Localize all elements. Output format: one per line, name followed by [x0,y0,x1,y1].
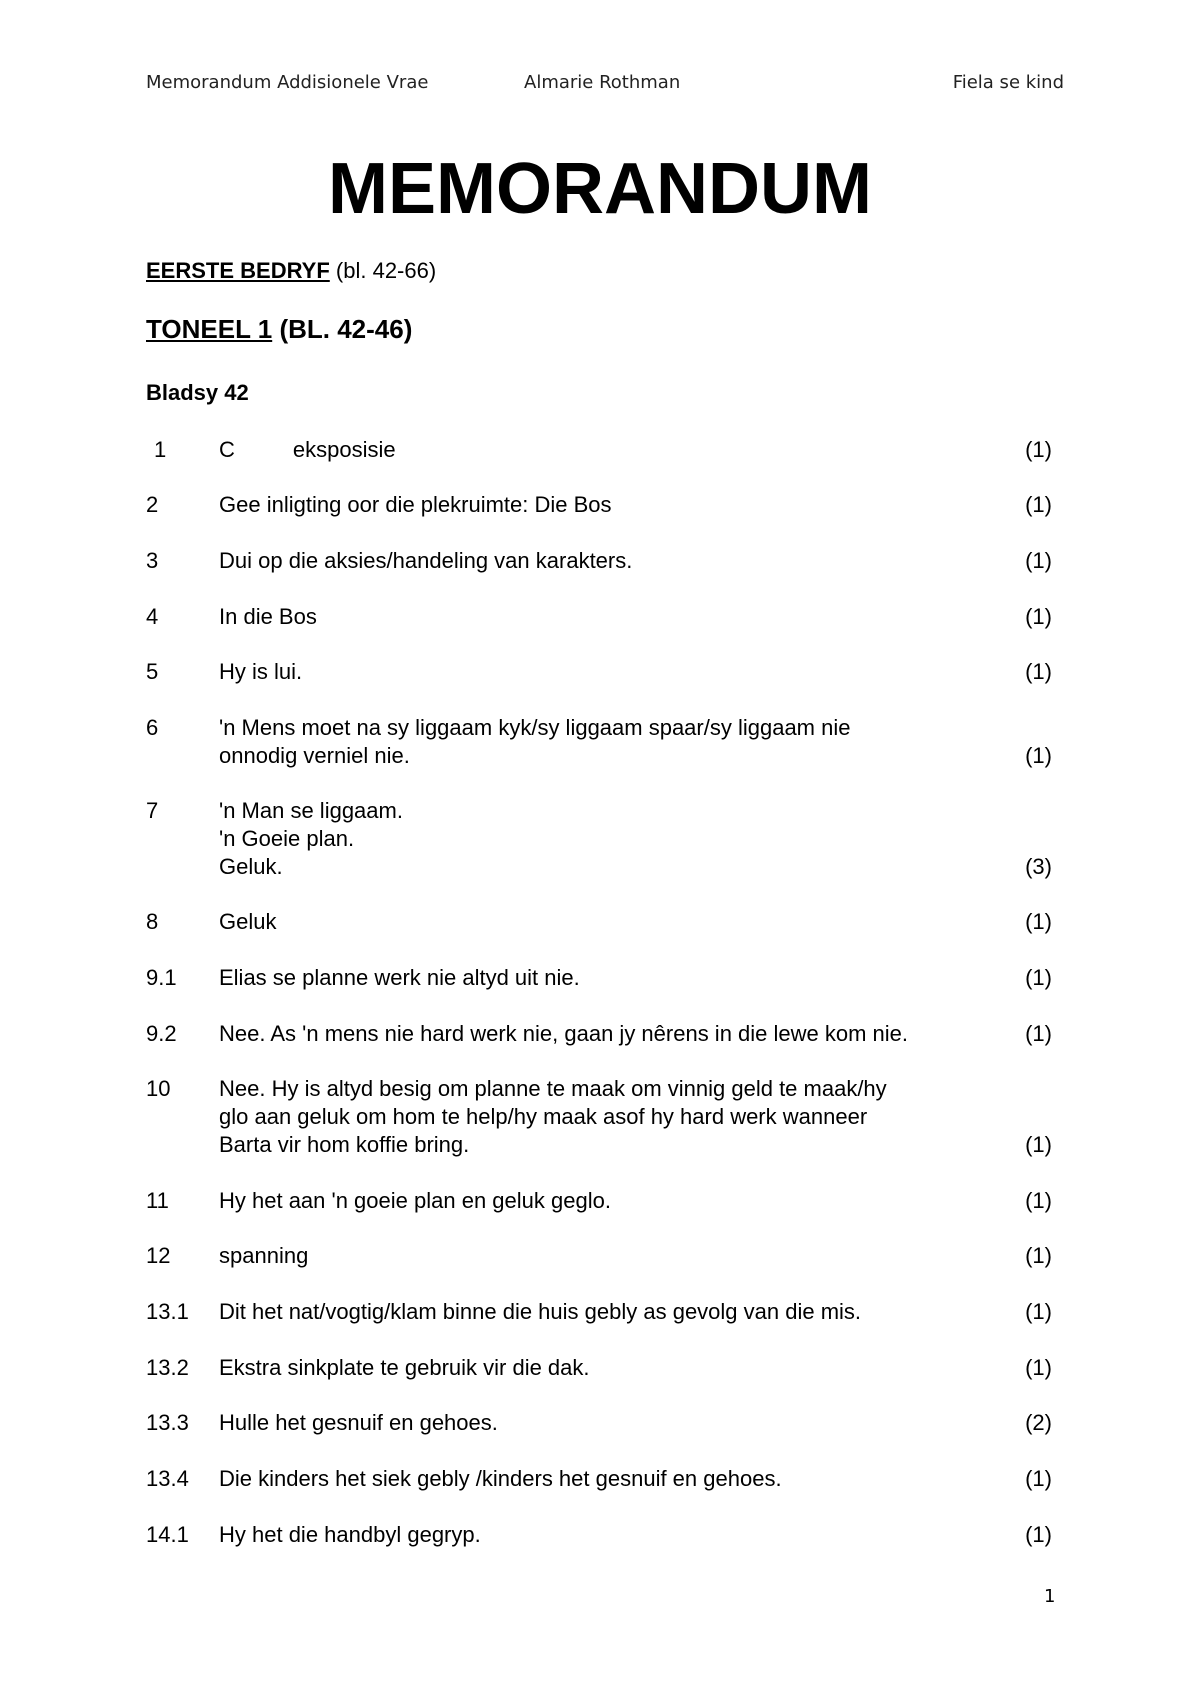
answer-text [219,797,989,881]
act-label: EERSTE BEDRYF [146,258,330,283]
question-number: 14.1 [146,1522,189,1547]
question-number: 6 [146,715,159,740]
answer-text [219,603,989,631]
answer-text [219,908,989,936]
header-left: Memorandum Addisionele Vrae [146,72,429,93]
question-number: 1 [154,437,167,462]
answer-line: Barta vir hom koffie bring. [219,1132,470,1157]
answer-line: 'n Man se liggaam. [219,798,403,823]
answer-line: Elias se planne werk nie altyd uit nie. [219,965,580,990]
answer-line: Hulle het gesnuif en gehoes. [219,1410,498,1435]
answer-line: spanning [219,1243,309,1268]
question-number: 13.2 [146,1355,189,1380]
answer-line: Hy het aan 'n goeie plan en geluk geglo. [219,1188,611,1213]
answer-line: onnodig verniel nie. [219,743,410,768]
mark: (1) [1025,492,1052,517]
answer-line: Hy het die handbyl gegryp. [219,1522,481,1547]
answer-line: 'n Mens moet na sy liggaam kyk/sy liggaam spaar/sy liggaam nie [219,715,851,740]
mark: (1) [1025,1522,1052,1547]
question-number: 10 [146,1076,171,1101]
question-number: 5 [146,659,159,684]
answer-text [219,1409,989,1437]
mark: (1) [1025,1299,1052,1324]
answer-text [219,1187,989,1215]
answer-text [219,1075,989,1159]
question-number: 3 [146,548,159,573]
answer-line: Gee inligting oor die plekruimte: Die Bos [219,492,612,517]
answer-line: Geluk [219,909,277,934]
answer-text [219,436,989,464]
act-heading [146,258,436,284]
answer-line: In die Bos [219,604,317,629]
answer-line: eksposisie [292,437,396,462]
mark: (1) [1025,1466,1052,1491]
question-number: 2 [146,492,159,517]
mark: (1) [1025,1188,1052,1213]
answer-option: C [219,437,235,462]
answer-text [219,1298,989,1326]
answer-text [219,1354,989,1382]
question-number: 7 [146,798,159,823]
act-pages: (bl. 42-66) [335,258,437,283]
answer-line: Nee. As 'n mens nie hard werk nie, gaan jy nêrens in die lewe kom nie. [219,1021,909,1046]
page-label: Bladsy 42 [146,380,249,405]
answer-text [219,964,989,992]
mark: (1) [1025,1355,1052,1380]
question-number: 9.2 [146,1021,177,1046]
header-right: Fiela se kind [952,72,1064,93]
question-number: 12 [146,1243,171,1268]
answer-text [219,1521,989,1549]
mark: (1) [1025,743,1052,768]
page-header [146,72,1064,102]
answer-text [219,1242,989,1270]
answer-line: Nee. Hy is altyd besig om planne te maak om vinnig geld te maak/hy [219,1076,887,1101]
mark: (1) [1025,1243,1052,1268]
answer-line: Dui op die aksies/handeling van karakters. [219,548,633,573]
answer-text [219,1465,989,1493]
scene-heading [146,314,412,345]
mark: (3) [1025,854,1052,879]
question-number: 8 [146,909,159,934]
answer-line: Hy is lui. [219,659,303,684]
mark: (1) [1025,909,1052,934]
mark: (1) [1025,604,1052,629]
mark: (1) [1025,965,1052,990]
question-number: 13.1 [146,1299,189,1324]
page-number: 1 [1044,1586,1056,1607]
answer-text [219,1020,989,1048]
answer-line: glo aan geluk om hom te help/hy maak asof hy hard werk wanneer [219,1104,868,1129]
answer-text [219,547,989,575]
mark: (1) [1025,659,1052,684]
question-number: 13.4 [146,1466,189,1491]
answer-line: Ekstra sinkplate te gebruik vir die dak. [219,1355,590,1380]
answer-text [219,658,989,686]
question-number: 4 [146,604,159,629]
answer-text [219,714,989,770]
answer-line: Geluk. [219,854,283,879]
mark: (1) [1025,437,1052,462]
answer-line: Dit het nat/vogtig/klam binne die huis gebly as gevolg van die mis. [219,1299,862,1324]
mark: (1) [1025,1021,1052,1046]
scene-pages: (BL. 42-46) [279,314,413,344]
question-number: 11 [146,1188,169,1213]
mark: (1) [1025,548,1052,573]
header-center: Almarie Rothman [524,72,681,93]
answer-text [219,491,989,519]
document-title: MEMORANDUM [328,149,872,229]
scene-label: TONEEL 1 [146,314,273,344]
question-number: 9.1 [146,965,177,990]
question-number: 13.3 [146,1410,189,1435]
answer-line: 'n Goeie plan. [219,826,355,851]
mark: (2) [1025,1410,1052,1435]
mark: (1) [1025,1132,1052,1157]
answer-line: Die kinders het siek gebly /kinders het gesnuif en gehoes. [219,1466,782,1491]
